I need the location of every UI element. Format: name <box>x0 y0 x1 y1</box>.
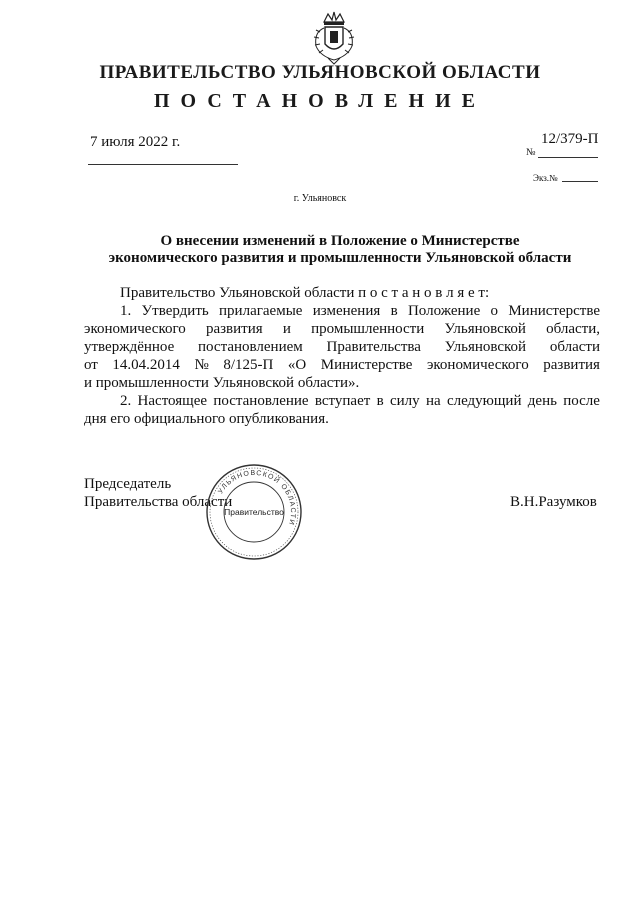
paragraph-1-line-4 <box>84 356 600 374</box>
word: области, <box>546 321 600 337</box>
word: промышленности <box>311 321 425 337</box>
word: Положение <box>407 303 481 319</box>
word: 14.04.2014 <box>112 357 180 373</box>
word: постановление <box>213 393 309 409</box>
word: изменения <box>312 303 381 319</box>
word: постановлением <box>198 339 303 355</box>
word: 2. <box>120 393 132 409</box>
number-sign: № <box>526 147 536 158</box>
seal-ring-text: УЛЬЯНОВСКОЙ ОБЛАСТИ <box>217 469 297 527</box>
official-seal <box>204 462 304 562</box>
word: Министерстве <box>508 303 600 319</box>
word: № <box>194 357 209 373</box>
word: развития <box>205 321 263 337</box>
word: области <box>549 339 600 355</box>
svg-text:УЛЬЯНОВСКОЙ ОБЛАСТИ <box>217 470 296 526</box>
word: 8/125-П <box>223 357 274 373</box>
paragraph-2-line-1 <box>120 392 600 410</box>
copy-number-underline <box>562 181 598 182</box>
word: развития <box>543 357 600 373</box>
signatory-title-line-2: Правительства области <box>84 494 233 510</box>
word: прилагаемые <box>219 303 303 319</box>
word: Ульяновской <box>444 339 527 355</box>
word: утверждённое <box>84 339 175 355</box>
document-number: 12/379-П <box>541 131 599 147</box>
date-underline <box>88 164 238 165</box>
number-underline <box>538 157 598 158</box>
document-title-line-2: экономического развития и промышленности Ульяновской области <box>108 250 572 266</box>
document-type: ПОСТАНОВЛЕНИЕ <box>154 90 486 112</box>
signatory-name: В.Н.Разумков <box>510 494 597 510</box>
paragraph-1-line-3 <box>84 338 600 356</box>
seal-center-text: Правительство <box>224 507 284 517</box>
word: силу <box>389 393 420 409</box>
word: Министерстве <box>320 357 413 373</box>
preamble: Правительство Ульяновской области п о с т а н о в л я е т: <box>120 285 490 301</box>
city: г. Ульяновск <box>293 193 347 204</box>
word: и <box>282 321 291 337</box>
word: вступает <box>314 393 371 409</box>
paragraph-1-line-5: и промышленности Ульяновской области». <box>84 375 360 391</box>
paragraph-2-line-2: дня его официального опубликования. <box>84 411 329 427</box>
word: день <box>527 393 557 409</box>
word: Настоящее <box>137 393 208 409</box>
word: на <box>425 393 441 409</box>
word: «О <box>287 357 307 373</box>
word: после <box>563 393 600 409</box>
paragraph-1-line-1 <box>120 302 600 320</box>
signatory-title-line-1: Председатель <box>84 476 172 492</box>
document-title-line-1: О внесении изменений в Положение о Министерстве <box>160 233 520 249</box>
word: в <box>376 393 384 409</box>
word: в <box>390 303 398 319</box>
coat-of-arms-icon <box>312 8 356 66</box>
word: экономического <box>426 357 529 373</box>
government-name: ПРАВИТЕЛЬСТВО УЛЬЯНОВСКОЙ ОБЛАСТИ <box>99 62 541 83</box>
word: Ульяновской <box>444 321 526 337</box>
document-date: 7 июля 2022 г. <box>90 134 181 150</box>
word: от <box>84 357 98 373</box>
copy-number-label: Экз.№ <box>533 173 558 183</box>
word: экономического <box>84 321 186 337</box>
paragraph-1-line-2 <box>84 320 600 338</box>
word: Правительства <box>326 339 421 355</box>
word: Утвердить <box>141 303 209 319</box>
word: 1. <box>120 303 132 319</box>
word: следующий <box>446 393 522 409</box>
word: о <box>490 303 499 319</box>
